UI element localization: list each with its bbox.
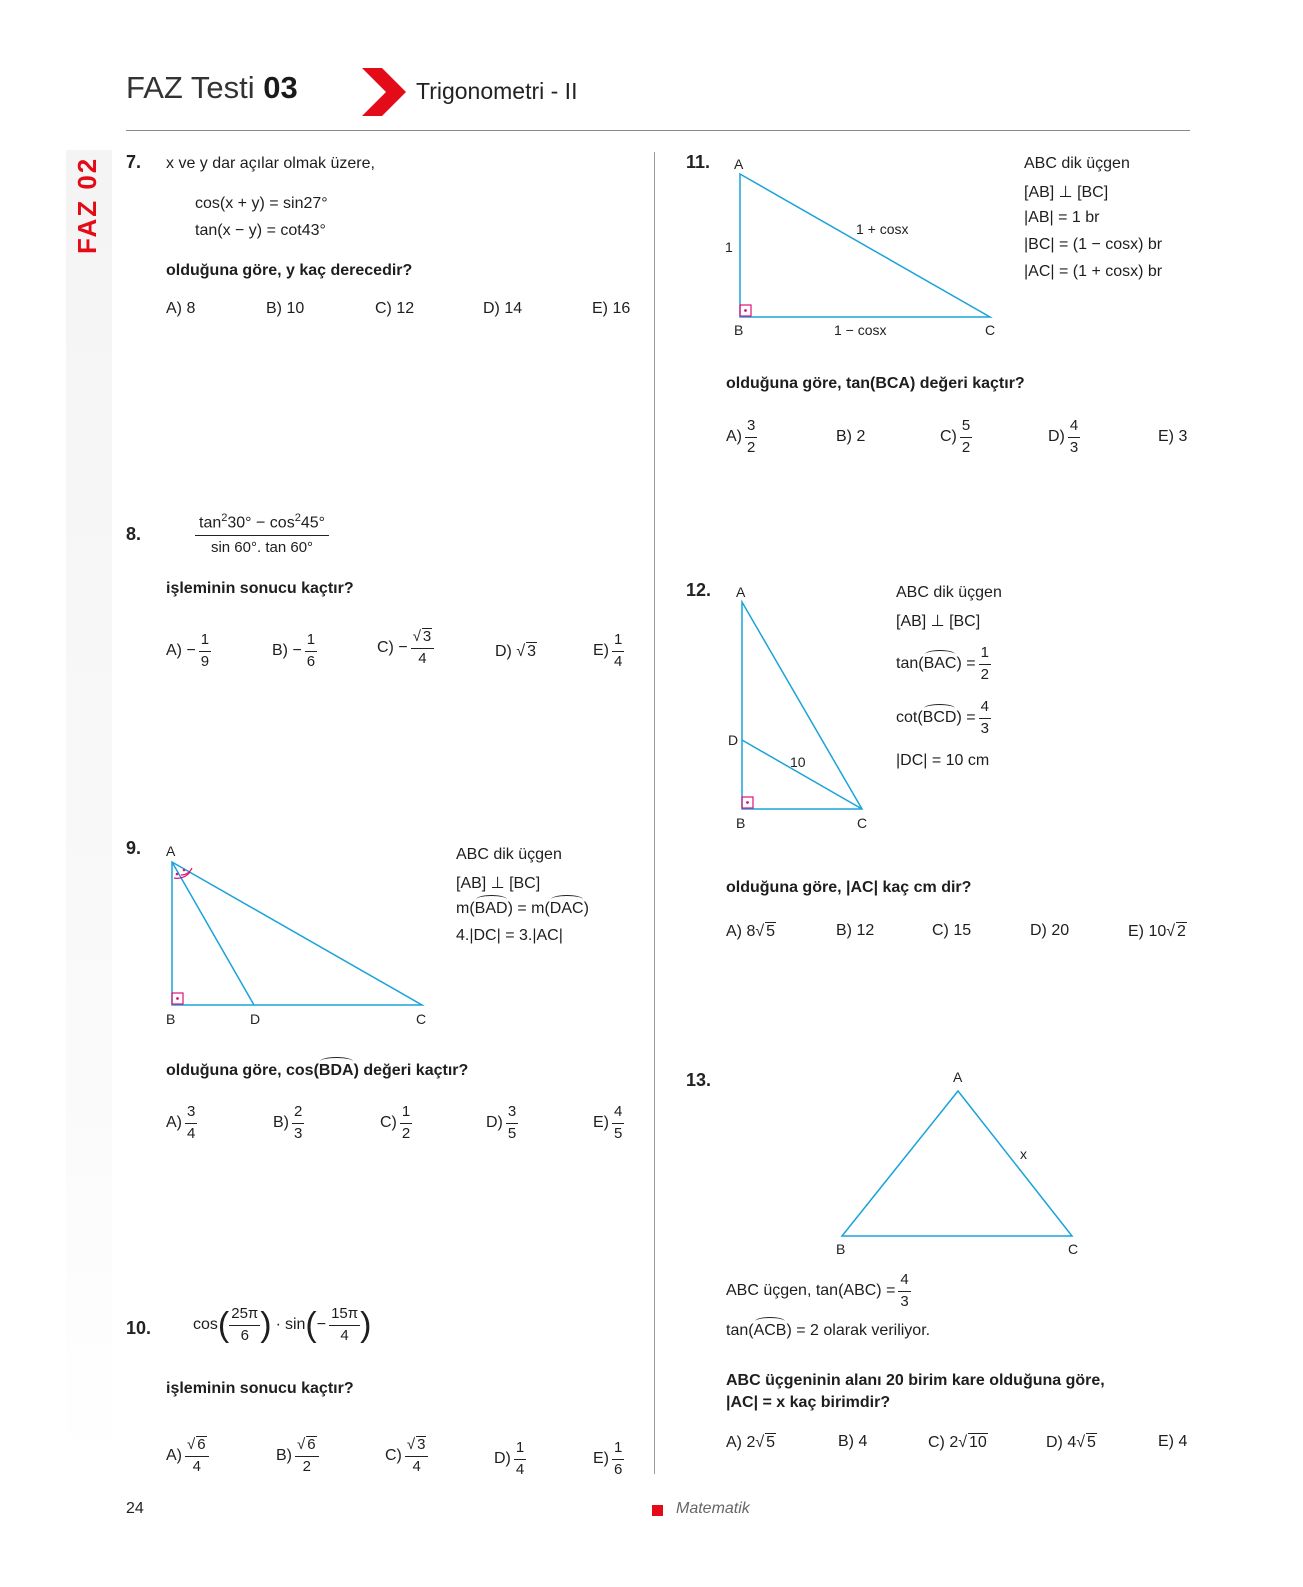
- q10-option-a-den: 4: [192, 1457, 201, 1475]
- q10-option-c-label: C): [385, 1446, 402, 1464]
- q9-label-c: C: [416, 1011, 427, 1027]
- q8-option-b-den: 6: [306, 652, 316, 670]
- q13-label-a: A: [953, 1069, 963, 1085]
- q10-option-d-num: 1: [514, 1440, 526, 1460]
- q8-option-c-den: 4: [418, 649, 427, 667]
- q11-option-e[interactable]: E) 3: [1158, 428, 1188, 445]
- q11-given-1: ABC dik üçgen: [1024, 155, 1130, 172]
- q9-label-b: B: [166, 1011, 176, 1027]
- q9-option-d[interactable]: [486, 1104, 518, 1142]
- q10-number: 10.: [126, 1318, 152, 1338]
- q12-option-a-label: A) 8: [726, 922, 756, 940]
- q13-given-1-num: 4: [898, 1272, 910, 1292]
- q7-eq1: cos(x + y) = sin27°: [195, 195, 328, 212]
- q13-option-a-label: A) 2: [726, 1433, 756, 1451]
- q13-option-b[interactable]: B) 4: [838, 1433, 868, 1450]
- q10-expression: cos ( $\frac{25\pi}{6}$ ) · sin ( − $\frac{15\pi}{4}$ ): [193, 1305, 372, 1344]
- q8-expr-num-b: 30° − cos: [227, 514, 295, 532]
- q9-question-a: olduğuna göre, cos(: [166, 1062, 319, 1079]
- q8-option-d-label: D): [495, 642, 512, 660]
- side-strip: [66, 150, 112, 1470]
- q13-option-c[interactable]: C) 2 √ 10: [928, 1433, 987, 1451]
- q13-given-1-den: 3: [900, 1292, 909, 1310]
- q9-option-b-label: B): [273, 1114, 289, 1131]
- footer-subject: Matematik: [676, 1500, 750, 1517]
- q12-given-4b: BCD: [922, 709, 957, 726]
- q13-option-a-root: 5: [766, 1434, 776, 1451]
- q9-given-1: ABC dik üçgen: [456, 846, 562, 863]
- q10-option-b-den: 2: [302, 1457, 311, 1475]
- q12-option-e-root: 2: [1177, 923, 1186, 940]
- q13-given-2b: ACB: [753, 1322, 787, 1339]
- q11-label-c: C: [985, 322, 996, 338]
- q12-given-2: [AB] ⊥ [BC]: [896, 613, 981, 630]
- q7-eq2: tan(x − y) = cot43°: [195, 222, 326, 239]
- q8-option-e[interactable]: [593, 632, 624, 670]
- q7-option-a[interactable]: A) 8: [166, 300, 196, 317]
- q9-given-2: [AB] ⊥ [BC]: [456, 875, 541, 892]
- q12-given-4: [896, 699, 991, 737]
- q8-option-d[interactable]: D) √ 3: [495, 642, 537, 660]
- q9-option-b-num: 2: [292, 1104, 304, 1124]
- q12-number: 12.: [686, 580, 712, 600]
- q9-question-b: BDA: [318, 1062, 354, 1079]
- q7-option-e[interactable]: E) 16: [592, 300, 631, 317]
- q8-option-a[interactable]: [166, 632, 211, 670]
- q10-option-b-root: 6: [307, 1436, 316, 1453]
- q9-given-3: [456, 900, 589, 918]
- q9-option-b-den: 3: [294, 1124, 303, 1142]
- q8-option-e-den: 4: [614, 652, 623, 670]
- q12-given-3c: ) =: [956, 655, 976, 672]
- q9-given-3c: ) = m(: [507, 900, 550, 917]
- q12-label-c: C: [857, 815, 868, 831]
- q9-triangle-figure: [160, 840, 440, 1030]
- q7-question: olduğuna göre, y kaç derecedir?: [166, 262, 413, 279]
- q9-option-e-label: E): [593, 1114, 609, 1131]
- q13-number: 13.: [686, 1070, 712, 1090]
- q11-option-d-num: 4: [1068, 418, 1080, 438]
- q10-option-a-root: 6: [197, 1436, 206, 1453]
- q9-option-a-den: 4: [187, 1124, 196, 1142]
- q13-given-1: [726, 1272, 911, 1310]
- q11-option-a[interactable]: [726, 418, 757, 456]
- q11-given-5: |AC| = (1 + cosx) br: [1024, 263, 1163, 280]
- q10-cos: cos: [193, 1316, 218, 1333]
- q8-option-a-sign: −: [186, 642, 196, 659]
- q9-given-3b: BAD: [474, 900, 508, 917]
- q10-option-e[interactable]: [593, 1440, 624, 1478]
- q7-option-c[interactable]: C) 12: [375, 300, 415, 317]
- q12-given-4-num: 4: [979, 699, 991, 719]
- q13-option-c-root: 10: [969, 1434, 987, 1451]
- q11-option-c-den: 2: [961, 438, 971, 456]
- q11-triangle-figure: [720, 154, 1010, 344]
- q10-sin-num: 15π: [329, 1306, 360, 1326]
- q10-option-c[interactable]: C) √ 3 4: [385, 1436, 428, 1475]
- q12-given-3-den: 2: [980, 665, 989, 683]
- q7-intro: x ve y dar açılar olmak üzere,: [166, 155, 375, 172]
- q11-number: 11.: [686, 152, 711, 172]
- q8-option-e-label: E): [593, 642, 609, 659]
- q11-option-a-num: 3: [745, 418, 757, 438]
- q8-expr-den: sin 60°. tan 60°: [210, 538, 314, 556]
- test-number: 03: [263, 70, 298, 105]
- q10-option-d[interactable]: [494, 1440, 526, 1478]
- q10-option-d-label: D): [494, 1450, 511, 1467]
- q13-given-2c: ) = 2 olarak veriliyor.: [786, 1322, 931, 1339]
- q12-option-e-label: E) 10: [1128, 922, 1167, 940]
- q12-option-e[interactable]: E) 10 √ 2: [1128, 922, 1186, 940]
- q12-given-5: |DC| = 10 cm: [896, 752, 990, 769]
- q13-option-d-root: 5: [1087, 1434, 1096, 1451]
- q11-given-4: |BC| = (1 − cosx) br: [1024, 236, 1163, 253]
- q11-label-a: A: [734, 156, 744, 172]
- q13-label-b: B: [836, 1241, 846, 1257]
- q12-given-4a: cot(: [896, 709, 923, 726]
- q10-cos-num: 25π: [229, 1306, 260, 1326]
- q11-label-b: B: [734, 322, 744, 338]
- q8-expr-num-c: 45°: [300, 514, 326, 532]
- q10-option-b-label: B): [276, 1446, 292, 1464]
- q10-option-b[interactable]: B) √ 6 2: [276, 1436, 319, 1475]
- q8-option-d-root: 3: [527, 643, 537, 660]
- q9-option-b[interactable]: [273, 1104, 304, 1142]
- q8-option-c-root: 3: [422, 628, 432, 645]
- q9-option-c-den: 2: [401, 1124, 411, 1142]
- q12-label-d: D: [728, 732, 739, 748]
- q10-option-c-root: 3: [417, 1436, 426, 1453]
- q10-option-e-num: 1: [612, 1440, 624, 1460]
- q8-option-b-sign: −: [292, 642, 302, 659]
- q9-given-3d: DAC: [549, 900, 584, 917]
- q9-question-c: ) değeri kaçtır?: [353, 1062, 469, 1079]
- q8-question: işleminin sonucu kaçtır?: [166, 580, 354, 597]
- page-number: 24: [126, 1500, 144, 1517]
- q11-option-c-num: 5: [960, 418, 972, 438]
- q9-option-e-num: 4: [612, 1104, 624, 1124]
- q13-option-c-label: C) 2: [928, 1433, 959, 1451]
- q12-given-3-num: 1: [979, 645, 991, 665]
- chevron-right-icon: [362, 68, 406, 116]
- q13-option-e[interactable]: E) 4: [1158, 1433, 1188, 1450]
- q12-given-4-den: 3: [980, 719, 989, 737]
- footer-square-icon: [652, 1505, 663, 1516]
- q12-option-a[interactable]: A) 8 √ 5: [726, 922, 776, 940]
- q11-given-3: |AB| = 1 br: [1024, 209, 1100, 226]
- page-title: [126, 70, 298, 106]
- q10-option-a[interactable]: A) √ 6 4: [166, 1436, 209, 1475]
- q7-option-d[interactable]: D) 14: [483, 300, 523, 317]
- q8-option-b-label: B): [272, 642, 288, 659]
- q12-label-b: B: [736, 815, 746, 831]
- q9-option-e-den: 5: [614, 1124, 623, 1142]
- side-label: [68, 152, 108, 256]
- q8-option-b[interactable]: [272, 632, 317, 670]
- side-label-text: FAZ 02: [72, 156, 102, 254]
- q12-triangle-figure: [720, 582, 880, 834]
- q12-option-a-root: 5: [766, 923, 776, 940]
- q13-given-1a: ABC üçgen, tan(ABC) =: [726, 1282, 896, 1299]
- q9-option-c-num: 1: [400, 1104, 412, 1124]
- q13-question-1: ABC üçgeninin alanı 20 birim kare olduğuna göre,: [726, 1372, 1105, 1389]
- header-divider: [126, 130, 1190, 131]
- q9-option-d-num: 3: [506, 1104, 518, 1124]
- q13-triangle-figure: [830, 1068, 1090, 1258]
- q12-given-1: ABC dik üçgen: [896, 584, 1002, 601]
- q10-cos-den: 6: [240, 1326, 249, 1344]
- q10-dot: ·: [275, 1316, 281, 1333]
- q10-sin: sin: [284, 1316, 306, 1333]
- title-prefix: FAZ Testi: [126, 70, 255, 105]
- q11-option-a-label: A): [726, 428, 742, 445]
- q13-given-2: [726, 1322, 930, 1340]
- q7-number: 7.: [126, 152, 142, 172]
- q12-given-3: [896, 645, 991, 683]
- q10-option-d-den: 4: [515, 1460, 525, 1478]
- q8-option-a-num: 1: [199, 632, 211, 652]
- q12-given-3a: tan(: [896, 655, 924, 672]
- q9-option-d-label: D): [486, 1114, 503, 1131]
- q8-expression: [195, 512, 329, 556]
- q10-sin-den: 4: [340, 1326, 349, 1344]
- q11-option-b[interactable]: B) 2: [836, 428, 866, 445]
- q8-option-a-label: A): [166, 642, 182, 659]
- column-divider: [654, 152, 655, 1474]
- topic-title: Trigonometri - II: [416, 78, 578, 104]
- q9-given-3a: m(: [456, 900, 475, 917]
- q9-label-a: A: [166, 843, 176, 859]
- q11-option-d[interactable]: [1048, 418, 1080, 456]
- q8-option-c-sign: −: [398, 638, 408, 656]
- q8-exp-2: 2: [294, 512, 301, 524]
- q8-option-b-num: 1: [305, 632, 317, 652]
- q13-label-x: x: [1020, 1146, 1027, 1162]
- q10-option-c-den: 4: [412, 1457, 421, 1475]
- q11-option-c[interactable]: [940, 418, 972, 456]
- q11-label-bc: 1 − cosx: [834, 322, 887, 338]
- q9-given-3e: ): [583, 900, 589, 917]
- q8-exp-1: 2: [221, 512, 228, 524]
- q8-option-e-num: 1: [612, 632, 624, 652]
- q9-option-a-num: 3: [185, 1104, 197, 1124]
- q12-given-3b: BAC: [923, 655, 957, 672]
- q7-option-b[interactable]: B) 10: [266, 300, 305, 317]
- q8-option-a-den: 9: [200, 652, 210, 670]
- q9-option-d-den: 5: [507, 1124, 517, 1142]
- q12-given-4c: ) =: [956, 709, 976, 726]
- q13-label-c: C: [1068, 1241, 1079, 1257]
- q9-number: 9.: [126, 838, 142, 858]
- q10-option-e-label: E): [593, 1450, 609, 1467]
- q8-option-c[interactable]: C) − √ 3 4: [377, 628, 434, 667]
- q12-option-d[interactable]: D) 20: [1030, 922, 1070, 939]
- q8-expr-num-a: tan: [199, 514, 222, 532]
- q12-option-b[interactable]: B) 12: [836, 922, 875, 939]
- q10-question: işleminin sonucu kaçtır?: [166, 1380, 354, 1397]
- q13-option-d-label: D) 4: [1046, 1433, 1077, 1451]
- q12-option-c[interactable]: C) 15: [932, 922, 972, 939]
- q9-option-a[interactable]: [166, 1104, 197, 1142]
- q9-option-c[interactable]: [380, 1104, 412, 1142]
- q9-option-a-label: A): [166, 1114, 182, 1131]
- q11-label-ab: 1: [725, 239, 733, 255]
- q11-label-ac: 1 + cosx: [856, 221, 909, 237]
- q9-label-d: D: [250, 1011, 261, 1027]
- q13-option-a[interactable]: A) 2 √ 5: [726, 1433, 776, 1451]
- q12-label-a: A: [736, 584, 746, 600]
- q12-label-dc: 10: [790, 754, 806, 770]
- q9-option-c-label: C): [380, 1114, 397, 1131]
- q9-given-4: 4.|DC| = 3.|AC|: [456, 927, 563, 944]
- q13-option-d[interactable]: D) 4 √ 5: [1046, 1433, 1096, 1451]
- q9-question: [166, 1062, 468, 1080]
- q11-given-2: [AB] ⊥ [BC]: [1024, 184, 1109, 201]
- q11-option-d-label: D): [1048, 428, 1065, 445]
- q13-given-2a: tan(: [726, 1322, 754, 1339]
- q10-sin-sign: −: [316, 1316, 327, 1333]
- q10-option-a-label: A): [166, 1446, 182, 1464]
- q13-question-2: |AC| = x kaç birimdir?: [726, 1394, 891, 1411]
- q10-option-e-den: 6: [614, 1460, 623, 1478]
- q9-option-e[interactable]: [593, 1104, 624, 1142]
- q11-option-d-den: 3: [1069, 438, 1079, 456]
- q8-option-c-label: C): [377, 638, 394, 656]
- q11-option-a-den: 2: [747, 438, 756, 456]
- q12-question: olduğuna göre, |AC| kaç cm dir?: [726, 879, 972, 896]
- q11-option-c-label: C): [940, 428, 957, 445]
- q11-question: olduğuna göre, tan(BCA) değeri kaçtır?: [726, 375, 1025, 392]
- q8-number: 8.: [126, 524, 142, 544]
